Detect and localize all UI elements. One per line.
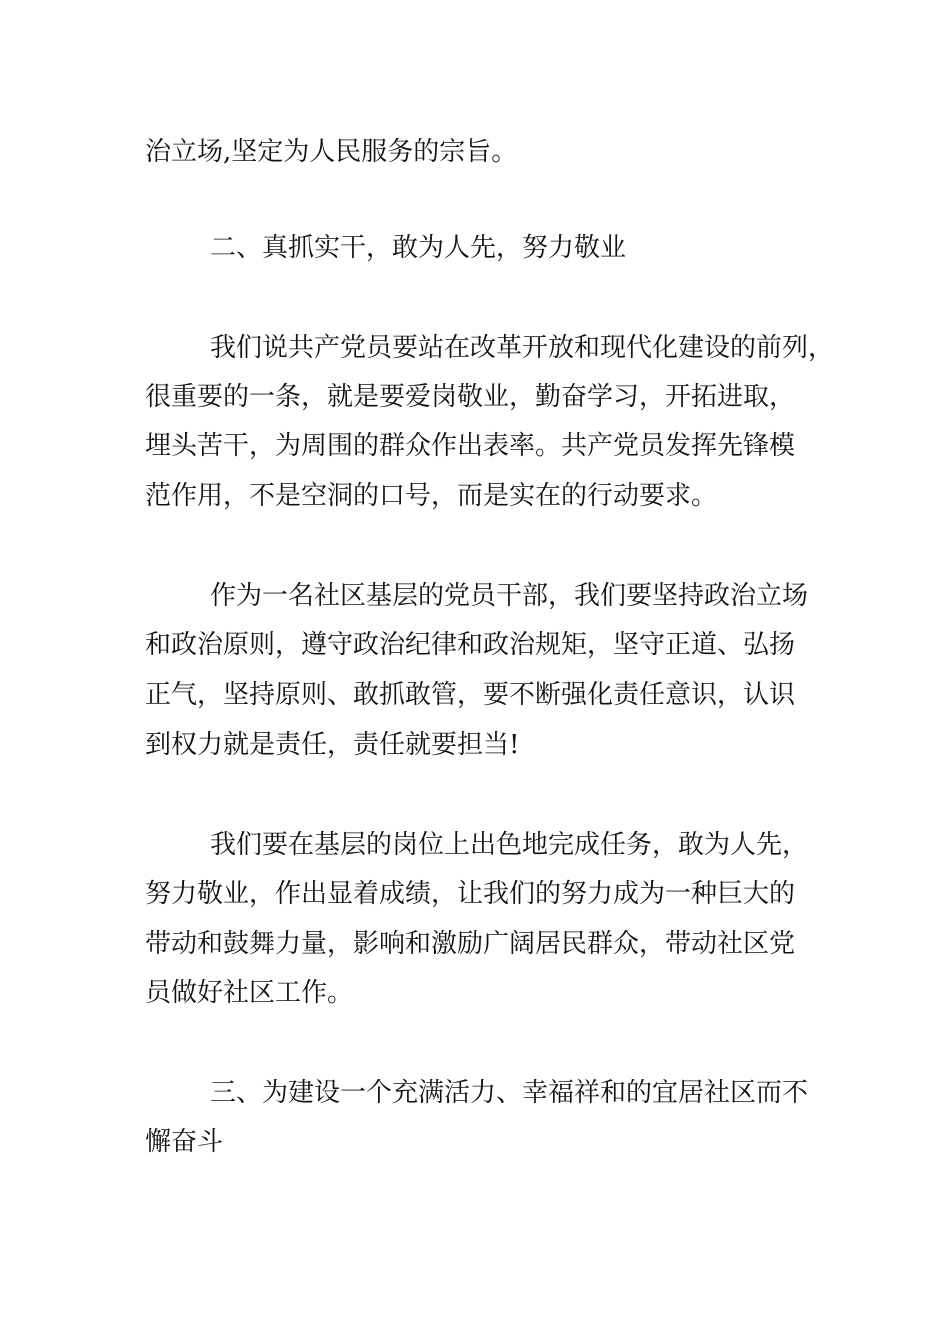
paragraph-3-line-2: 努力敬业，作出显着成绩，让我们的努力成为一种巨大的 — [145, 879, 796, 909]
section-heading-3-line-1: 三、为建设一个充满活力、幸福祥和的宜居社区而不 — [210, 1078, 809, 1108]
paragraph-2-line-3: 正气，坚持原则、敢抓敢管，要不断强化责任意识，认识 — [145, 680, 796, 710]
paragraph-2-line-4: 到权力就是责任，责任就要担当! — [145, 730, 520, 760]
paragraph-2-line-1: 作为一名社区基层的党员干部，我们要坚持政治立场 — [210, 581, 809, 611]
paragraph-continuation-line: 治立场,坚定为人民服务的宗旨。 — [145, 137, 518, 167]
section-heading-3-line-2: 懈奋斗 — [145, 1127, 224, 1157]
paragraph-1-line-1: 我们说共产党员要站在改革开放和现代化建设的前列， — [210, 333, 835, 363]
paragraph-1-line-2: 很重要的一条，就是要爱岗敬业，勤奋学习，开拓进取， — [145, 382, 796, 412]
paragraph-1-line-4: 范作用，不是空洞的口号，而是实在的行动要求。 — [145, 481, 718, 511]
section-heading-2: 二、真抓实干，敢为人先，努力敬业 — [210, 233, 627, 263]
paragraph-3-line-1: 我们要在基层的岗位上出色地完成任务，敢为人先， — [210, 830, 809, 860]
paragraph-3-line-3: 带动和鼓舞力量，影响和激励广阔居民群众，带动社区党 — [145, 929, 796, 959]
paragraph-2-line-2: 和政治原则，遵守政治纪律和政治规矩，坚守正道、弘扬 — [145, 630, 796, 660]
paragraph-3-line-4: 员做好社区工作。 — [145, 978, 354, 1008]
paragraph-1-line-3: 埋头苦干，为周围的群众作出表率。共产党员发挥先锋模 — [145, 431, 796, 461]
